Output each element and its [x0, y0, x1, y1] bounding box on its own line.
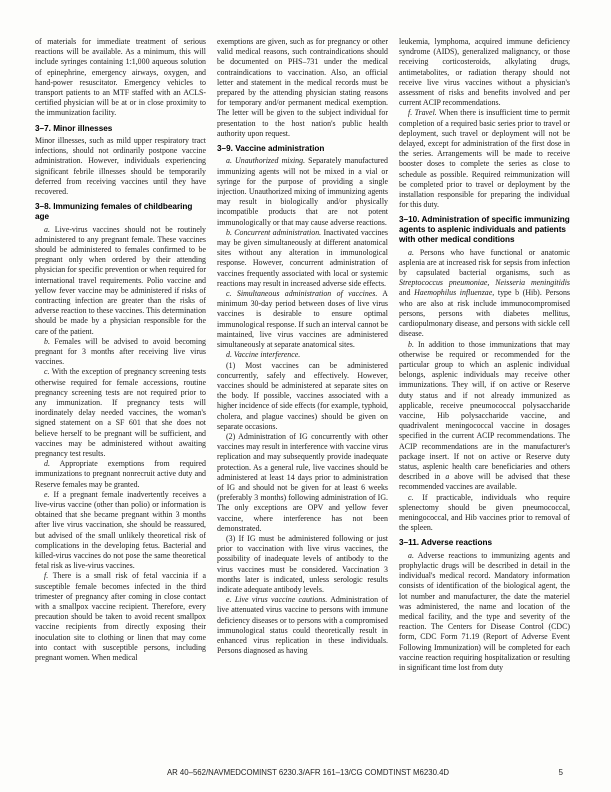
- text-run: (1) Most vaccines can be administered concurrently, safely and effectively. However, vaccines should be administered at separate sites on the body. If possible, vaccines associated with a higher incidence of side effects (for example, typhoid, cholera, and plague vaccines) should be given on separate occasions.: [217, 360, 388, 431]
- italic-text-run: e. Live virus vaccine cautions.: [226, 595, 328, 605]
- paragraph: [399, 551, 570, 673]
- paragraph: [217, 350, 388, 360]
- italic-text-run: a. Unauthorized mixing.: [226, 156, 306, 166]
- text-run: A minimum 30-day period between doses of live virus vaccines is desirable to ensure optimal immunological response. If such an interval cannot be maintained, live virus vaccines are administered simultaneously at separate anatomical sites.: [217, 289, 388, 350]
- italic-text-run: a.: [44, 224, 50, 234]
- paragraph: [217, 37, 388, 139]
- paragraph: [399, 108, 570, 210]
- paragraph: [35, 571, 206, 663]
- paragraph: [35, 367, 206, 459]
- text-run: With the exception of pregnancy screening tests otherwise required for female accessions, routine pregnancy screening tests are not required prior to any immunization. If pregnancy tests will inordinately delay needed vaccines, the woman's signed statement on a SF 601 that she does not believe herself to be pregnant will be sufficient, and vaccines may be administered without awaiting pregnancy test results.: [35, 367, 206, 459]
- text-run: type b (Hib). Persons who are also at risk include immunocompromised persons, persons with diabetes mellitus, cardiopulmonary disease, and persons with sickle cell disease.: [399, 288, 570, 339]
- page-number: 5: [558, 768, 563, 777]
- paragraph: [35, 37, 206, 119]
- text-run: Inactivated vaccines may be given simultaneously at different anatomical sites without any alteration in immunological response. However, concurrent administration of vaccines frequently associated with local or systemic reactions may result in increased adverse side effects.: [217, 227, 388, 288]
- paragraph: [35, 136, 206, 197]
- text-run: leukemia, lymphoma, acquired immune deficiency syndrome (AIDS), generalized malignancy, or those receiving corticosteroids, alkylating drugs, antimetabolites, or radiation therapy should not receive live virus vaccines without a physician's assessment of risks and benefits involved and per current ACIP recommendations.: [399, 37, 570, 108]
- text-run: exemptions are given, such as for pregnancy or other valid medical reasons, such contraindications should be documented on PHS–731 under the medical contraindications to vaccination. Also, an official letter and statement in the medical records must be prepared by the attending physician stating reasons for temporary and/or permanent medical exemption. The letter will be given to the subject individual for presentation to the host nation's public health authority upon request.: [217, 37, 388, 138]
- text-run: Females will be advised to avoid becoming pregnant for 3 months after receiving live virus vaccines.: [35, 336, 206, 367]
- paragraph: [217, 361, 388, 432]
- paragraph: [35, 490, 206, 572]
- text-columns: [35, 37, 581, 673]
- text-run: of materials for immediate treatment of serious reactions will be available. As a minimum, this will include syringes containing 1:1,000 aqueous solution of epinephrine, emergency airways, oxygen, and hand-power resuscitator. Emergency vehicles to transport patients to an MTF staffed with an ACLS-certified physician will be at or in close proximity to the immunization facility.: [35, 37, 206, 118]
- text-run: above will be advised that these recommended vaccines are available.: [399, 472, 570, 492]
- paragraph: [217, 595, 388, 656]
- text-run: If a pregnant female inadvertently receives a live-virus vaccine (other than polio) or information is obtained that she became pregnant within 3 months after live virus vaccination, she should be reassured, but advised of the small unlikely theoretical risk of complications in the developing fetus. Bacterial and killed-virus vaccines do not pose the same theoretical fetal risk as live-virus vaccines.: [35, 489, 206, 571]
- paragraph: [217, 289, 388, 350]
- paragraph: [217, 156, 388, 227]
- section-heading: 3–11. Adverse reactions: [399, 538, 492, 548]
- italic-text-run: a.: [408, 550, 414, 560]
- section-heading: 3–7. Minor illnesses: [35, 123, 113, 133]
- text-run: Administration of live attenuated virus vaccine to persons with immune deficiency diseases or to persons with a compromised immunological status could theoretically result in enhanced virus replication in these individuals. Persons diagnosed as having: [217, 595, 388, 656]
- paragraph: [217, 534, 388, 595]
- paragraph: [399, 493, 570, 534]
- section-heading: 3–8. Immunizing females of childbearing age: [35, 202, 193, 222]
- text-run: Appropriate exemptions from required immunizations to pregnant nonrecruit active duty and Reserve females may be granted.: [35, 459, 206, 489]
- italic-text-run: Haemophilus influenzae,: [414, 288, 495, 298]
- italic-text-run: e.: [44, 489, 50, 499]
- italic-text-run: f.: [44, 571, 49, 581]
- italic-text-run: b.: [44, 336, 50, 346]
- text-run: Adverse reactions to immunizing agents and prophylactic drugs will be described in detail in the individual's medical record. Mandatory information consists of identification of the biological agent, the lot number and manufacturer, the date the materiel was administered, the name and location of the medical facility, and the type and severity of the reaction. The Centers for Disease Control (CDC) form, CDC Form 71.19 (Report of Adverse Event Following Immunization) will be completed for each vaccine reaction requiring hospitalization or resulting in significant time lost from duty: [399, 550, 570, 672]
- section-heading: 3–9. Vaccine administration: [217, 144, 325, 154]
- paragraph: [399, 340, 570, 493]
- text-run: If practicable, individuals who require splenectomy should be given pneumococcal, meningococcal, and Hib vaccines prior to removal of the spleen.: [399, 492, 570, 533]
- italic-text-run: c.: [44, 367, 50, 377]
- paragraph: [399, 37, 570, 108]
- paragraph: [35, 225, 206, 337]
- document-citation: AR 40–562/NAVMEDCOMINST 6230.3/AFR 161–13/CG COMDTINST M6230.4D: [166, 768, 450, 777]
- italic-text-run: b.: [408, 339, 414, 349]
- column-1: [35, 37, 206, 673]
- text-run: In addition to those immunizations that may otherwise be required or recommended for the particular group to which an asplenic individual belongs, asplenic individuals may receive other immunizations. They will, if on active or Reserve duty status and if not already immunized as applicable, receive pneumococcal polysaccharide vaccine, Hib polysaccharide vaccine, and quadrivalent meningococcal vaccine in dosages specified in the current ACIP recommendations. The ACIP recommendations are in the manufacturer's package insert. If not on active or Reserve duty status, asplenic health care beneficiaries and others described in: [399, 339, 570, 482]
- text-run: and: [399, 288, 415, 298]
- paragraph: [217, 432, 388, 534]
- paragraph: [35, 337, 206, 368]
- text-run: (3) If IG must be administered following or just prior to vaccination with live virus vaccines, the possibility of inadequate levels of antibody to the virus vaccines must be considered. Vaccination 3 months later is indicated, unless serologic results indicate adequate antibody levels.: [217, 533, 388, 594]
- italic-text-run: Streptococcus pneumoniae, Neisseria meningitidis: [399, 278, 570, 288]
- italic-text-run: d. Vaccine interference.: [226, 350, 301, 360]
- text-run: (2) Administration of IG concurrently with other vaccines may result in interference with vaccine virus replication and may subsequently provide inadequate protection. As a general rule, live vaccines should be administered at least 14 days prior to administration of IG and should not be given for at least 6 weeks (preferably 3 months) following administration of IG. The only exceptions are OPV and yellow fever vaccine, where interference has not been demonstrated.: [217, 431, 388, 533]
- section-heading: 3–10. Administration of specific immunizing agents to asplenic individuals and patients with other medical conditions: [399, 215, 570, 245]
- page-footer: [35, 768, 581, 777]
- italic-text-run: d.: [44, 459, 50, 469]
- italic-text-run: a.: [408, 247, 414, 257]
- paragraph: [35, 459, 206, 490]
- italic-text-run: f. Travel.: [408, 108, 437, 118]
- text-run: There is a small risk of fetal vaccinia if a susceptible female becomes infected in the third trimester of pregnancy after coming in close contact with a smallpox vaccine recipient. Therefore, every precaution should be taken to avoid recent smallpox vaccine recipients from directly exposing their inoculation site to clothing or linen that may come into contact with susceptible persons, including pregnant women. When medical: [35, 571, 206, 663]
- text-run: Minor illnesses, such as mild upper respiratory tract infections, should not ordinarily postpone vaccine administration. However, individuals experiencing significant febrile illnesses should be temporarily deferred from receiving vaccines until they have recovered.: [35, 136, 206, 197]
- paragraph: [399, 248, 570, 340]
- column-2: [217, 37, 388, 673]
- italic-text-run: c. Simultaneous administration of vaccines.: [226, 289, 378, 299]
- text-run: Persons who have functional or anatomic asplenia are at increased risk for sepsis from infection by capsulated bacterial organisms, such as: [399, 247, 570, 278]
- column-3: [399, 37, 570, 673]
- text-run: Separately manufactured immunizing agents will not be mixed in a vial or syringe for the purpose of providing a single injection. Unauthorized mixing of immunizing agents may result in biologically and/or physically incompatible products that are not potent immunologically or that may cause adverse reactions.: [217, 156, 388, 227]
- paragraph: [217, 228, 388, 289]
- italic-text-run: c.: [408, 492, 414, 502]
- text-run: Live-virus vaccines should not be routinely administered to any pregnant female. These vaccines should be administered to females confirmed to be pregnant only when ordered by their attending physician for specific prevention or when required for international travel requirements. Polio vaccine and yellow fever vaccine may be administered if risks of contracting infection are greater than the risks of adverse reaction to these vaccines. This determination should be made by a physician responsible for the care of the patient.: [35, 224, 206, 336]
- text-run: When there is insufficient time to permit completion of a required basic series prior to travel or deployment, such travel or deployment will not be delayed, except for administration of the first dose in the series. Arrangements will be made to receive booster doses to complete the series as close to schedule as possible. Required reimmunization will be completed prior to travel or deployment by the installation responsible for preparing the individual for this duty.: [399, 108, 570, 210]
- italic-text-run: b. Concurrent administration.: [226, 227, 322, 237]
- italic-text-run: a: [445, 472, 450, 482]
